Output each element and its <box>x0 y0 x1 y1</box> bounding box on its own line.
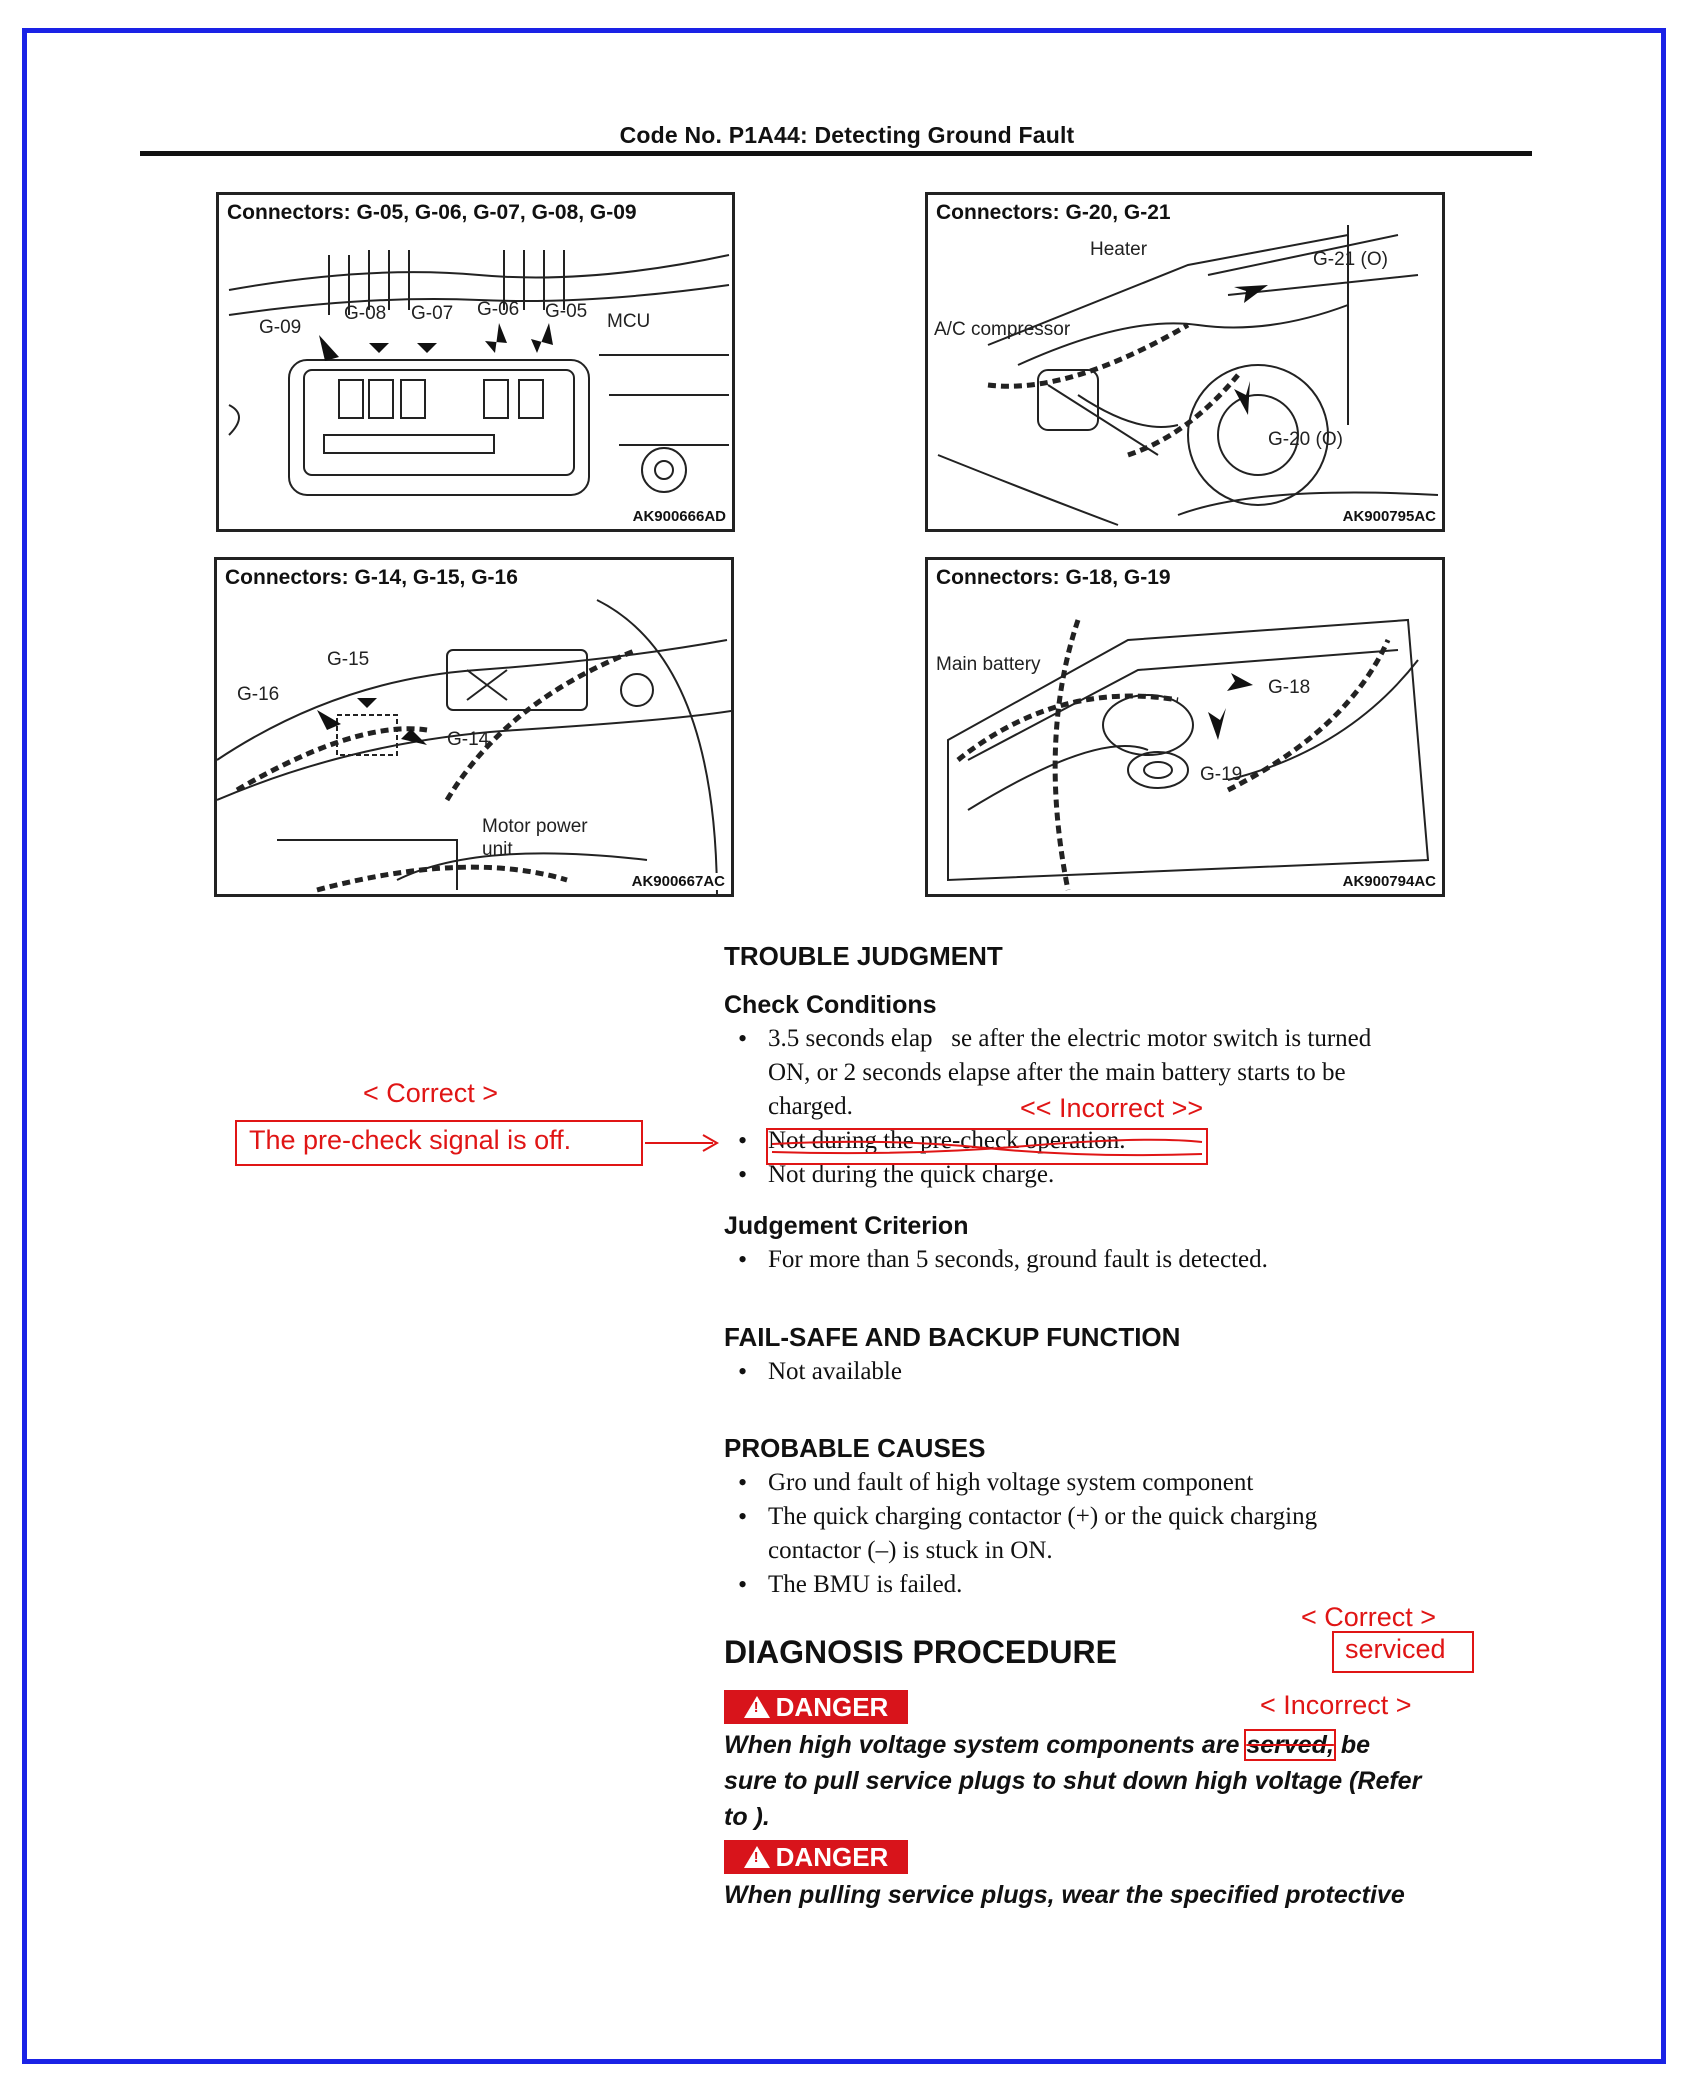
danger-text-part: to ). <box>724 1803 770 1831</box>
figure-label: Heater <box>1090 239 1148 260</box>
judgement-criterion-heading: Judgement Criterion <box>724 1212 969 1240</box>
list-item <box>738 1568 1317 1602</box>
figure-label: MCU <box>607 311 651 332</box>
figure-connectors-g20-g21 <box>925 192 1445 532</box>
fail-safe-heading: FAIL-SAFE AND BACKUP FUNCTION <box>724 1322 1181 1352</box>
correct-annotation-label: < Correct > <box>363 1078 499 1108</box>
list-item-line: charged. <box>768 1093 853 1120</box>
check-conditions-heading: Check Conditions <box>724 991 937 1019</box>
figure-caption: Connectors: G-18, G-19 <box>936 566 1177 590</box>
figure-label: Motor power <box>482 816 588 837</box>
figure-label: G-07 <box>411 303 454 324</box>
figure-label: unit <box>482 839 513 860</box>
correct-annotation-text: serviced <box>1345 1634 1446 1664</box>
danger-text-part: sure to pull service plugs to shut down high voltage (Refer <box>724 1767 1422 1795</box>
title-rule <box>140 151 1532 156</box>
strikethrough-mark <box>766 1128 1208 1165</box>
danger-label: DANGER <box>775 1691 889 1722</box>
figure-label: G-21 (O) <box>1313 249 1388 270</box>
danger-text-part: be <box>1333 1731 1371 1759</box>
figure-label: G-05 <box>545 301 588 322</box>
danger-text-2: When pulling service plugs, wear the specified protective <box>724 1881 1405 1909</box>
danger-text-wrong: served, <box>1246 1731 1334 1759</box>
incorrect-annotation-label: << Incorrect >> <box>1020 1093 1204 1123</box>
list-item-line: ON, or 2 seconds elapse after the main battery starts to be <box>768 1059 1346 1086</box>
list-item-line: Not available <box>768 1358 902 1385</box>
figure-code: AK900794AC <box>1342 873 1436 890</box>
trouble-judgment-heading: TROUBLE JUDGMENT <box>724 941 1003 971</box>
danger-text-part: When high voltage system components are <box>724 1731 1247 1759</box>
figure-label: G-06 <box>477 299 520 320</box>
figure-illustration <box>219 195 735 532</box>
figure-label: G-16 <box>237 684 280 705</box>
figure-label: G-20 (O) <box>1268 429 1343 450</box>
probable-causes-heading: PROBABLE CAUSES <box>724 1433 986 1463</box>
fail-safe-list <box>738 1355 902 1389</box>
danger-label: DANGER <box>775 1841 889 1872</box>
list-item-line: For more than 5 seconds, ground fault is detected. <box>768 1246 1268 1273</box>
diagnosis-heading: DIAGNOSIS PROCEDURE <box>724 1634 1117 1670</box>
page-title: Code No. P1A44: Detecting Ground Fault <box>619 122 1075 148</box>
list-item-line: The quick charging contactor (+) or the quick charging <box>768 1503 1318 1530</box>
figure-connectors-g14-g16 <box>214 557 734 897</box>
figure-label: A/C compressor <box>934 319 1071 340</box>
incorrect-annotation-label: < Incorrect > <box>1260 1690 1412 1720</box>
list-item-line: contactor (–) is stuck in ON. <box>768 1537 1053 1564</box>
figure-label: G-14 <box>447 729 490 750</box>
list-item-line: 3.5 seconds elap se after the electric motor switch is turned <box>768 1025 1372 1052</box>
figure-label: G-09 <box>259 317 302 338</box>
list-item <box>738 1500 1317 1568</box>
figure-label: G-08 <box>344 303 387 324</box>
figure-caption: Connectors: G-20, G-21 <box>936 201 1177 225</box>
warning-triangle-icon <box>744 1846 770 1868</box>
probable-causes-list <box>738 1466 1317 1602</box>
figure-illustration <box>928 560 1445 897</box>
danger-badge <box>724 1690 908 1724</box>
list-item-line: The BMU is failed. <box>768 1571 963 1598</box>
figure-label: G-19 <box>1200 764 1243 785</box>
figure-code: AK900795AC <box>1342 508 1436 525</box>
figure-connectors-g05-g09 <box>216 192 735 532</box>
danger-badge <box>724 1840 908 1874</box>
danger-text-1 <box>724 1727 1524 1835</box>
list-item <box>738 1355 902 1389</box>
judgement-list <box>738 1243 1268 1277</box>
figure-code: AK900667AC <box>631 873 725 890</box>
figure-label: Main battery <box>936 654 1041 675</box>
figure-code: AK900666AD <box>632 508 726 525</box>
figure-label: G-18 <box>1268 677 1311 698</box>
figure-illustration <box>217 560 734 897</box>
correct-annotation-label: < Correct > <box>1301 1602 1437 1632</box>
figure-connectors-g18-g19 <box>925 557 1445 897</box>
list-item-line: Not during the quick charge. <box>768 1161 1055 1188</box>
list-item <box>738 1243 1268 1277</box>
warning-triangle-icon <box>744 1696 770 1718</box>
list-item-line: Not during the pre-check operation. <box>768 1127 1126 1154</box>
figure-caption: Connectors: G-14, G-15, G-16 <box>225 566 524 590</box>
figure-illustration <box>928 195 1445 532</box>
list-item-line: Gro und fault of high voltage system component <box>768 1469 1254 1496</box>
arrow-right-icon <box>643 1131 723 1155</box>
figure-label: G-15 <box>327 649 370 670</box>
figure-caption: Connectors: G-05, G-06, G-07, G-08, G-09 <box>227 201 643 225</box>
list-item <box>738 1466 1317 1500</box>
correct-annotation-text: The pre-check signal is off. <box>249 1125 572 1155</box>
